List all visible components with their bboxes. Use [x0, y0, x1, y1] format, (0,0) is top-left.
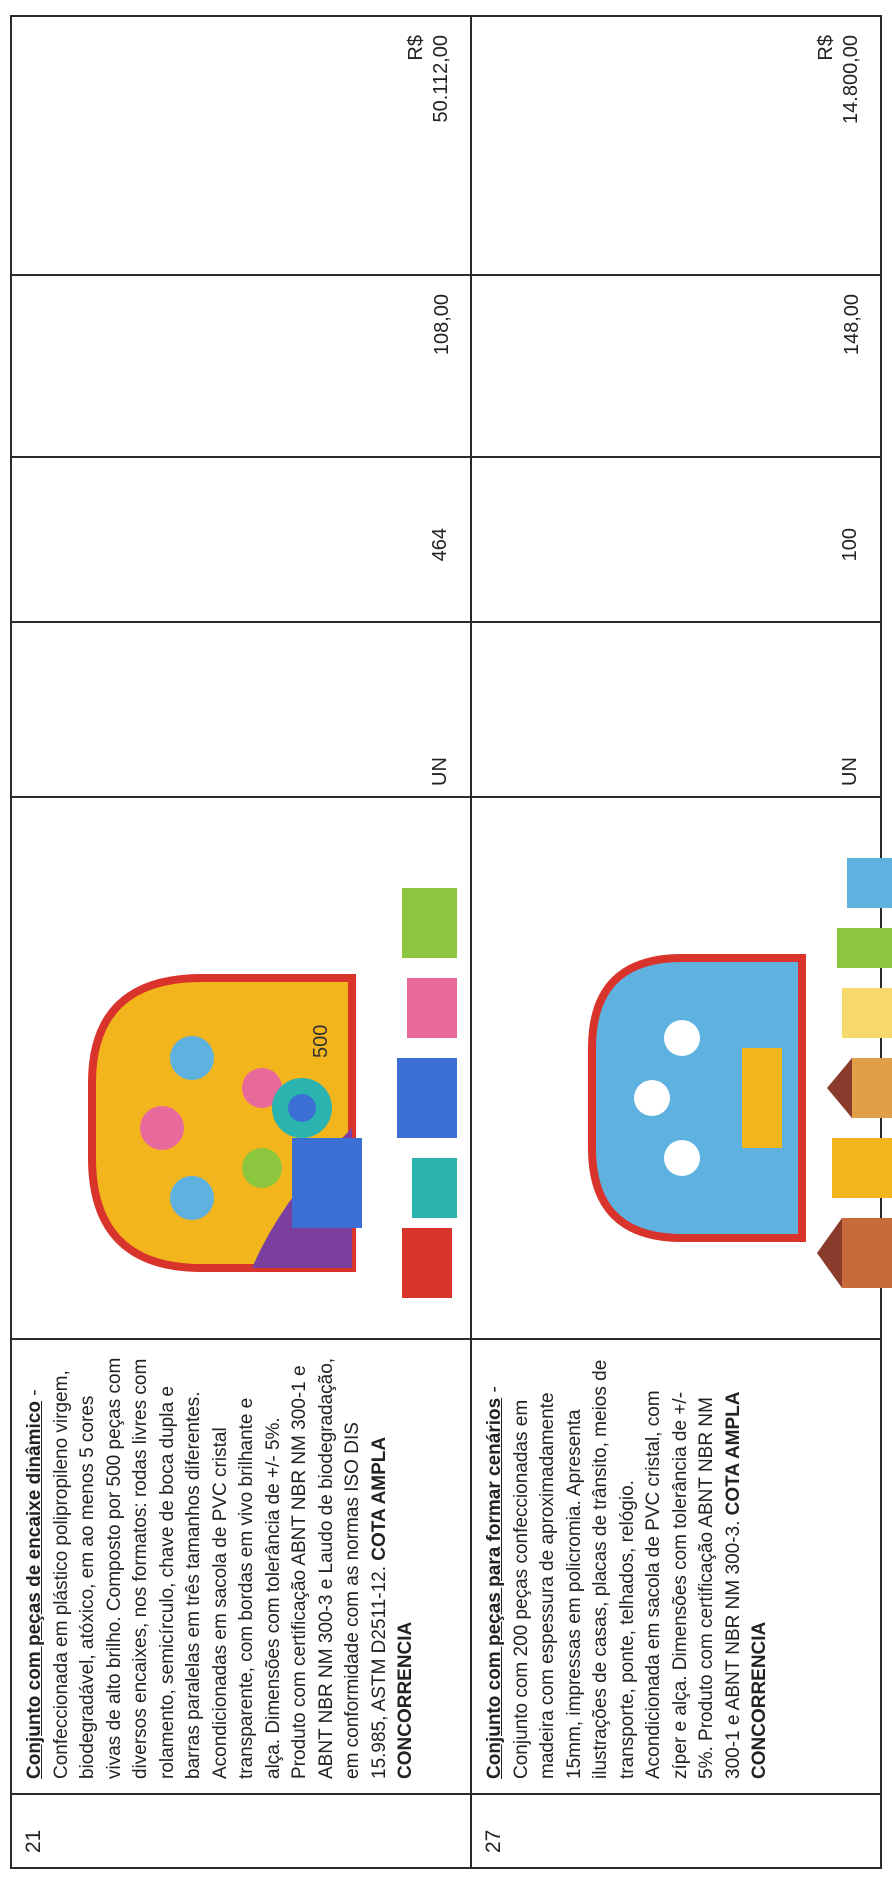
item-number: 21: [22, 1829, 45, 1853]
table-row: [471, 16, 881, 1868]
unit-price-cell: [11, 275, 471, 457]
item-description: - Conjunto com 200 peças confeccionadas em madeira com espessura de aproximadamente 15mm, impressas em policromia. Apresenta ilustrações de casas, placas de trânsito, meios de transporte, ponte, telhados, relógio. Acondicionada em sacola de PVC cristal, com zíper e alça. Dimensões com tolerância de +/- 5%. Produto com certificação ABNT NBR NM 300-1 e ABNT NBR NM 300-3.: [484, 1359, 744, 1779]
unit-price-cell: [471, 275, 881, 457]
unit-cell: [11, 622, 471, 797]
unit-cell: [471, 622, 881, 797]
unit-price: 148,00: [841, 294, 863, 356]
item-title: Conjunto com peças para formar cenários: [484, 1397, 505, 1779]
item-number-cell: [11, 1794, 471, 1868]
product-image-blocks: [52, 828, 382, 1308]
total-currency: R$: [815, 35, 837, 61]
total-cell: [471, 16, 881, 275]
item-number-cell: [471, 1794, 881, 1868]
wooden-scene-image: [512, 828, 842, 1308]
item-quota: COTA AMPLA CONCORRENCIA: [368, 1437, 416, 1779]
description-cell: [471, 1339, 881, 1794]
unit-price: 108,00: [431, 294, 453, 356]
bag-label: 500: [310, 1024, 332, 1058]
unit: UN: [429, 757, 451, 786]
product-image-cell: [11, 797, 471, 1339]
wooden-pieces-image: [812, 828, 892, 1308]
item-title: Conjunto com peças de encaixe dinâmico: [24, 1401, 45, 1779]
toy-figures-image: [392, 828, 472, 1308]
quantity-cell: [471, 457, 881, 622]
quantity-cell: [11, 457, 471, 622]
item-description: - Confeccionada em plástico polipropileno virgem, biodegradável, atóxico, em ao menos 5 cores vivas de alto brilho. Composto por 500 peças com diversos encaixes, nos formatos: rodas livres com rolamento, semicírculo, chave de boca dupla e barras paralelas em três tamanhos diferentes. Acondicionadas em sacola de PVC cristal transparente, com bordas em vivo brilhante e alça. Dimensões com tolerância de +/- 5%. Produto com certificação ABNT NBR NM 300-1 e ABNT NBR NM 300-3 e Laudo de biodegradação, em conformidade com as normas ISO DIS 15.985, ASTM D2511-12.: [24, 1357, 390, 1779]
total-value: 50.112,00: [430, 35, 452, 123]
total-currency: R$: [405, 35, 427, 61]
quantity: 464: [429, 528, 451, 562]
item-quota: COTA AMPLA CONCORRENCIA: [722, 1392, 770, 1779]
total-value: 14.800,00: [840, 35, 862, 124]
table-row: [11, 16, 471, 1868]
description-cell: [11, 1339, 471, 1794]
quantity: 100: [839, 528, 861, 562]
product-image-cell: [471, 797, 881, 1339]
items-table: [10, 15, 882, 1869]
total-cell: [11, 16, 471, 275]
item-number: 27: [482, 1829, 505, 1853]
unit: UN: [839, 757, 861, 786]
